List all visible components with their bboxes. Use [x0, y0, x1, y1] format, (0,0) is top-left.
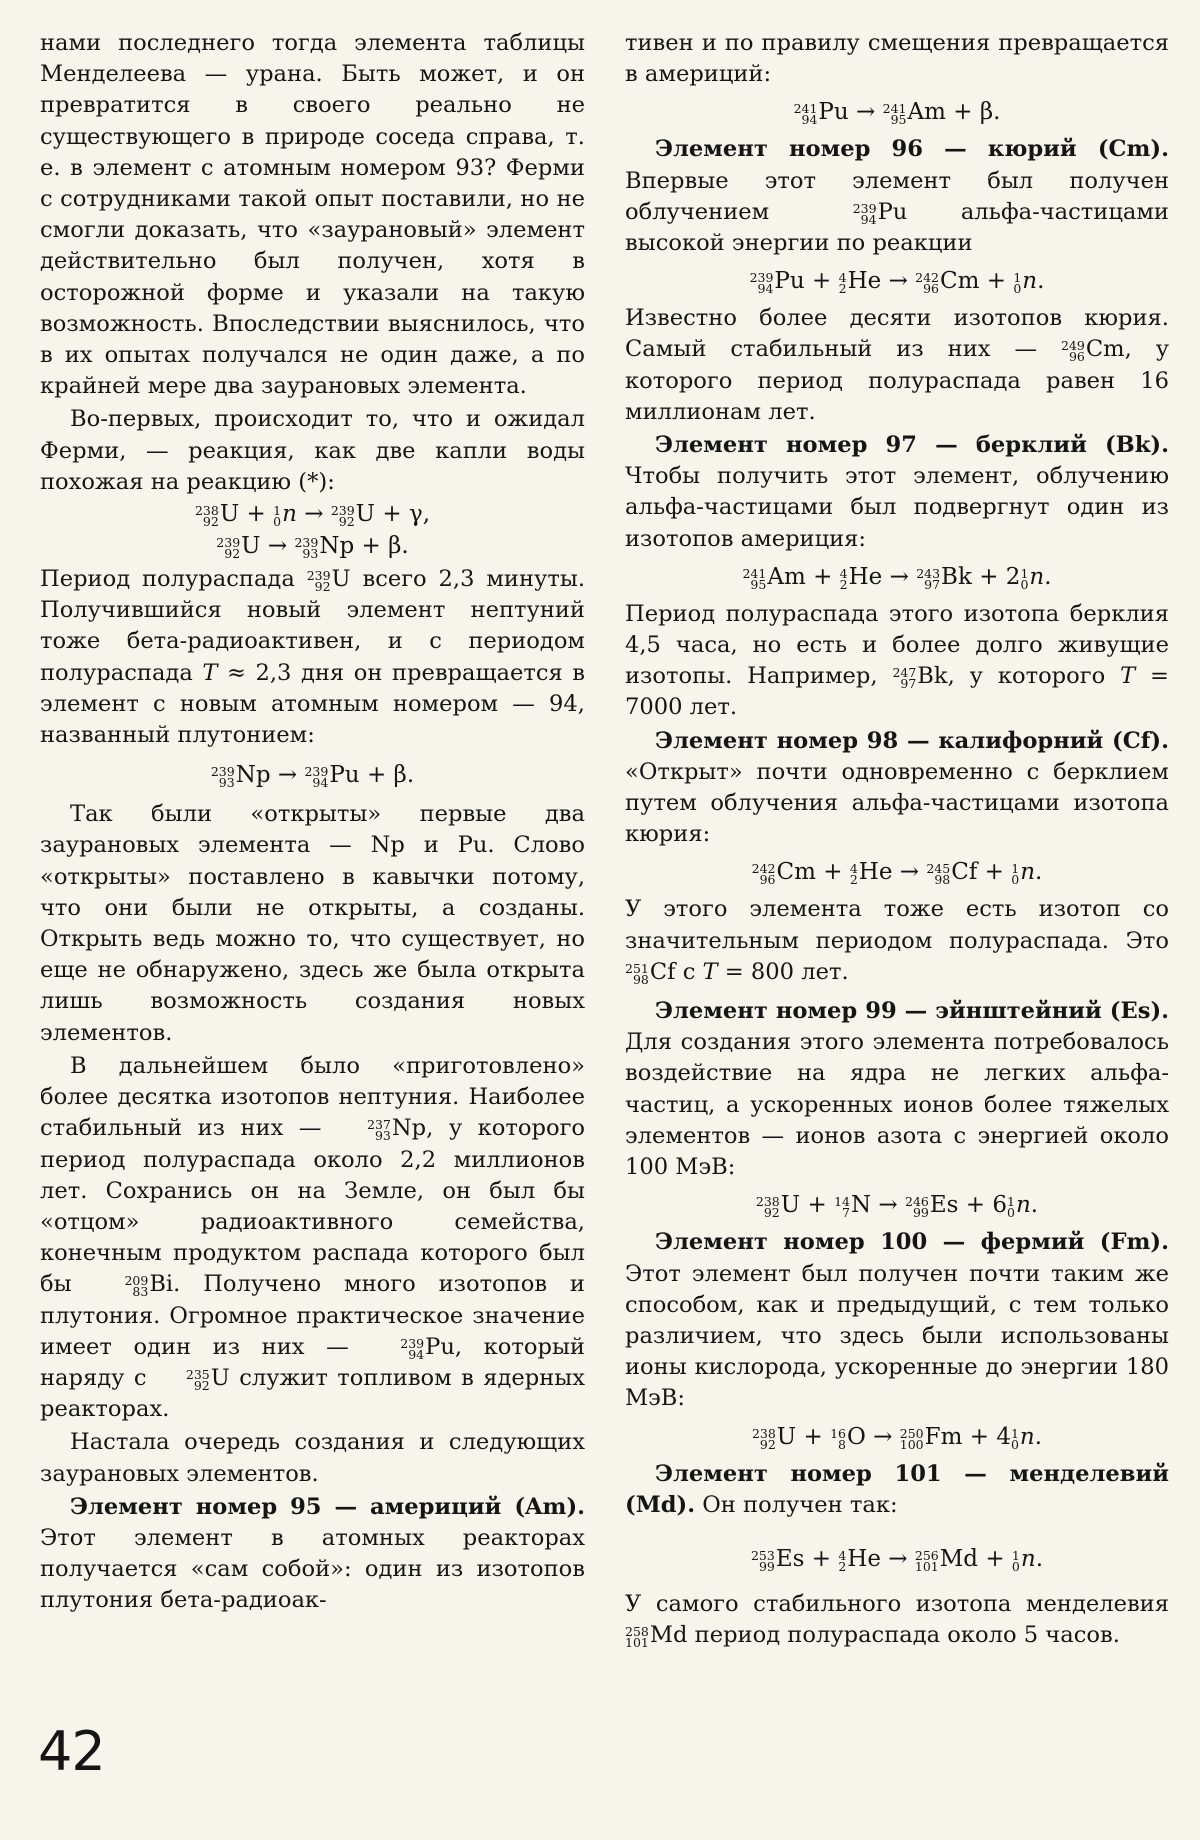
- paragraph: Известно более десяти изотопов кюрия. Самый стабильный из них — 249 96 Cm, у которого период полураспада равен 16 миллионам лет.: [625, 305, 1169, 425]
- paragraph: Период полураспада этого изотопа берклия 4,5 часа, но есть и более долго живущие изотопы. Например, 247 97 Bk, у которого T = 7000 лет.: [625, 600, 1169, 721]
- paragraph: Период полураспада 239 92 U всего 2,3 минуты. Получившийся новый элемент нептуний тоже бета-радиоактивен, и с периодом полураспада T ≈ 2,3 дня он превращается в элемент с новым атомным номером — 94, названный плутонием:: [40, 566, 586, 749]
- nuclide-indices: 239 94: [304, 764, 329, 791]
- equation: 241 95 Am + 4 2 He → 243 97 Bk + 2 1 0 n.: [742, 563, 1052, 592]
- nuclide-indices: 1 0: [273, 503, 282, 530]
- paragraph: Элемент номер 101 — менделевий (Md). Он получен так:: [625, 1460, 1169, 1518]
- section-heading: Элемент номер 101 — менделевий (Md).: [625, 1460, 1169, 1518]
- equation: 238 92 U + 1 0 n → 239 92 U + γ,: [194, 501, 431, 530]
- equation: 253 99 Es + 4 2 He → 256 101 Md + 1 0 n.: [750, 1545, 1044, 1574]
- paragraph: Элемент номер 96 — кюрий (Cm). Впервые этот элемент был получен облучением 239 94 Pu альфа-частицами высокой энергии по реакции: [625, 136, 1169, 257]
- nuclide-indices: 238 92: [194, 503, 219, 530]
- section-heading: Элемент номер 99 — эйнштейний (Es).: [655, 998, 1169, 1025]
- paragraph: У самого стабильного изотопа менделевия 258 101 Md период полураспада около 5 часов.: [625, 1590, 1169, 1651]
- equation: 238 92 U + 14 7 N → 246 99 Es + 6 1 0 n.: [755, 1192, 1039, 1221]
- paragraph: Во-первых, происходит то, что и ожидал Ферми, — реакция, как две капли воды похожая на реакцию (*):: [40, 406, 585, 495]
- nuclide-indices: 239 93: [294, 535, 319, 562]
- equation: 239 92 U → 239 93 Np + β.: [216, 533, 409, 562]
- paragraph: Элемент номер 98 — калифорний (Cf). «Открыт» почти одновременно с берклием путем облучения альфа-частицами изотопа кюрия:: [625, 727, 1169, 848]
- paragraph: Элемент номер 97 — берклий (Bk). Чтобы получить этот элемент, облучению альфа-частицами был подвергнут один из изотопов америция:: [625, 432, 1169, 552]
- equation: 241 94 Pu → 241 95 Am + β.: [793, 99, 1001, 128]
- nuclide-indices: 239 92: [216, 535, 241, 562]
- section-heading: Элемент номер 95 — америций (Am).: [70, 1493, 585, 1520]
- equation: 239 94 Pu + 4 2 He → 242 96 Cm + 1 0 n.: [749, 268, 1045, 297]
- nuclide-indices: 239 92: [330, 503, 355, 530]
- left-column: [40, 28, 585, 1617]
- equation: 238 92 U + 16 8 O → 250 100 Fm + 4 1 0 n.: [751, 1423, 1043, 1452]
- paragraph: нами последнего тогда элемента таблицы Менделеева — урана. Быть может, и он превратится в своего реально не существующего в природе соседа справа, т. е. в элемент с атомным номером 93? Ферми с сотрудниками такой опыт поставили, но не смогли доказать, что «заурановый» элемент действительно был получен, хотя в осторожной форме и указали на такую возможность. Впоследствии выяснилось, что в их опытах получался не один даже, а по крайней мере два заурановых элемента.: [40, 30, 585, 400]
- right-column: [625, 28, 1169, 1651]
- paragraph: Элемент номер 99 — эйнштейний (Es). Для создания этого элемента потребовалось воздействие на ядра не легких альфа-частиц, а ускоренных ионов более тяжелых элементов — ионов азота с энергией около 100 МэВ:: [625, 998, 1169, 1181]
- paragraph: Элемент номер 95 — америций (Am). Этот элемент в атомных реакторах получается «сам собой»: один из изотопов плутония бета-радиоак-: [40, 1493, 585, 1614]
- section-heading: Элемент номер 100 — фермий (Fm).: [655, 1229, 1169, 1256]
- page-number: 42: [38, 1720, 105, 1783]
- section-heading: Элемент номер 97 — берклий (Bk).: [655, 432, 1169, 459]
- equation: 239 93 Np → 239 94 Pu + β.: [210, 762, 415, 791]
- section-heading: Элемент номер 98 — калифорний (Cf).: [655, 727, 1169, 754]
- nuclide-indices: 239 93: [210, 764, 235, 791]
- paragraph: В дальнейшем было «приготовлено» более десятка изотопов нептуния. Наиболее стабильный из них — 237 93 Np, у которого период полураспада около 2,2 миллионов лет. Сохранись он на Земле, он был бы «отцом» радиоактивного семейства, конечным продуктом распада которого был бы 209 83 Bi. Получено много изотопов и плутония. Огромное практическое значение имеет один из них — 239 94 Pu, который наряду с 235 92 U служит топливом в ядерных реакторах.: [40, 1052, 586, 1423]
- paragraph: Элемент номер 100 — фермий (Fm). Этот элемент был получен почти таким же способом, как и предыдущий, с тем только различием, что здесь были использованы ионы кислорода, ускоренные до энергии 180 МэВ:: [625, 1229, 1169, 1412]
- equation: 242 96 Cm + 4 2 He → 245 98 Cf + 1 0 n.: [751, 859, 1043, 888]
- paragraph: тивен и по правилу смещения превращается в америций:: [625, 30, 1169, 88]
- paragraph: Так были «открыты» первые два заурановых элемента — Np и Pu. Слово «открыты» поставлено в кавычки потому, что они были не открыты, а созданы. Открыть ведь можно то, что существует, но еще не обнаружено, здесь же была открыта лишь возможность создания новых элементов.: [40, 801, 585, 1046]
- section-heading: Элемент номер 96 — кюрий (Cm).: [655, 136, 1169, 163]
- paragraph: У этого элемента тоже есть изотоп со значительным периодом полураспада. Это 251 98 Cf с T = 800 лет.: [625, 896, 1169, 987]
- paragraph: Настала очередь создания и следующих заурановых элементов.: [40, 1429, 585, 1487]
